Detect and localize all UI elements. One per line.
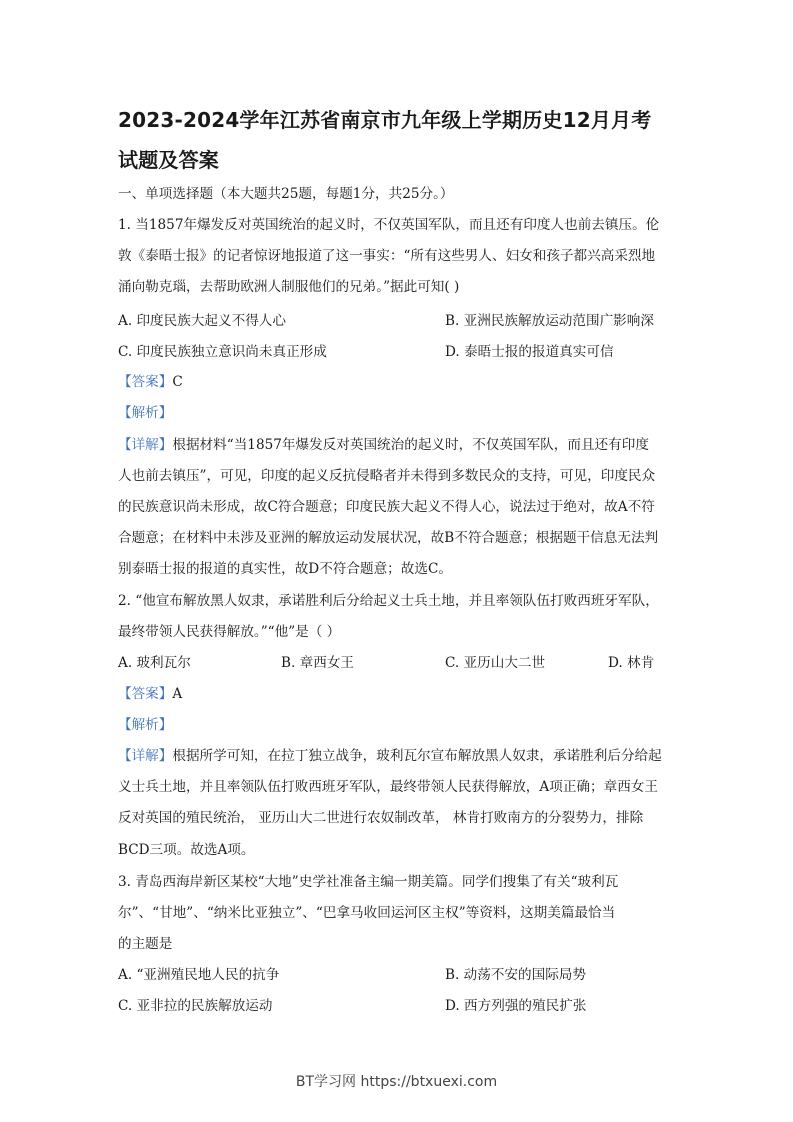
q2-stem-line: 最终带领人民获得解放。”“他”是（ ）: [118, 624, 341, 640]
q1-stem-line: 敦《泰晤士报》的记者惊讶地报道了这一事实：“所有这些男人、妇女和孩子都兴高采烈地: [118, 248, 656, 264]
q3-option-c: C. 亚非拉的民族解放运动: [118, 998, 273, 1014]
q1-answer: [118, 373, 683, 391]
detail-tag: 【详解】: [118, 437, 173, 453]
detail-tag: 【详解】: [118, 748, 173, 764]
q2-detail-line: BCD三项。故选A项。: [118, 842, 255, 858]
answer-value: A: [172, 686, 183, 702]
q1-option-a: A. 印度民族大起义不得人心: [118, 313, 286, 329]
section-heading: 一、单项选择题（本大题共25题，每题1分，共25分。）: [118, 186, 454, 202]
answer-tag: 【答案】: [118, 686, 173, 702]
q1-stem-line: 1. 当1857年爆发反对英国统治的起义时，不仅英国军队，而且还有印度人也前去镇压。伦: [118, 217, 660, 233]
q1-option-b: B. 亚洲民族解放运动范围广影响深: [445, 313, 654, 329]
q1-analysis-tag: 【解析】: [118, 405, 173, 421]
doc-title-line1: 2023-2024学年江苏省南京市九年级上学期历史12月月考: [118, 108, 652, 132]
q1-detail-line: 的民族意识尚未形成，故C符合题意；印度民族大起义不得人心，说法过于绝对，故A不符: [118, 499, 655, 515]
answer-value: C: [172, 374, 183, 390]
q3-option-a: A. “亚洲殖民地人民的抗争: [118, 967, 280, 983]
q2-detail-line: 义士兵土地，并且率领队伍打败西班牙军队，最终带领人民获得解放，A项正确；章西女王: [118, 779, 658, 795]
q1-option-c: C. 印度民族独立意识尚未真正形成: [118, 344, 327, 360]
q2-stem-line: 2. “他宣布解放黑人奴隶，承诺胜利后分给起义士兵土地，并且率领队伍打败西班牙军队，: [118, 593, 659, 609]
q3-stem-line: 尔”、“甘地”、“纳米比亚独立”、“巴拿马收回运河区主权”等资料，这期美篇最恰当: [118, 905, 616, 921]
q1-detail-line: [118, 436, 683, 454]
q2-option-a: A. 玻利瓦尔: [118, 655, 191, 671]
q1-detail-line: 合题意；在材料中未涉及亚洲的解放运动发展状况，故B不符合题意；根据题干信息无法判: [118, 530, 659, 546]
q3-option-d: D. 西方列强的殖民扩张: [445, 998, 587, 1014]
site-footer: BT学习网 https://btxuexi.com: [295, 1074, 498, 1090]
q1-detail-line: 人也前去镇压”，可见，印度的起义反抗侵略者并未得到多数民众的支持，可见，印度民众: [118, 468, 656, 484]
q2-answer: [118, 685, 683, 703]
q3-option-b: B. 动荡不安的国际局势: [445, 967, 586, 983]
q1-option-d: D. 泰晤士报的报道真实可信: [445, 344, 614, 360]
doc-title-line2: 试题及答案: [118, 148, 219, 172]
q2-detail-line: [118, 747, 683, 765]
q2-detail-line: 反对英国的殖民统治， 亚历山大二世进行农奴制改革， 林肯打败南方的分裂势力，排除: [118, 810, 644, 826]
q2-option-d: D. 林肯: [608, 655, 655, 671]
detail-text: 根据所学可知，在拉丁独立战争，玻利瓦尔宣布解放黑人奴隶，承诺胜利后分给起: [172, 748, 662, 764]
q1-detail-line: 别泰晤士报的报道的真实性，故D不符合题意；故选C。: [118, 561, 452, 577]
answer-tag: 【答案】: [118, 374, 173, 390]
q2-analysis-tag: 【解析】: [118, 717, 173, 733]
q3-stem-line: 的主题是: [118, 936, 173, 952]
q3-stem-line: 3. 青岛西海岸新区某校“大地”史学社准备主编一期美篇。同学们搜集了有关“玻利瓦: [118, 874, 619, 890]
q2-option-b: B. 章西女王: [281, 655, 355, 671]
q2-option-c: C. 亚历山大二世: [445, 655, 546, 671]
q1-stem-line: 涌向勒克瑙，去帮助欧洲人制服他们的兄弟。”据此可知( ): [118, 279, 460, 295]
detail-text: 根据材料“当1857年爆发反对英国统治的起义时，不仅英国军队，而且还有印度: [172, 437, 649, 453]
